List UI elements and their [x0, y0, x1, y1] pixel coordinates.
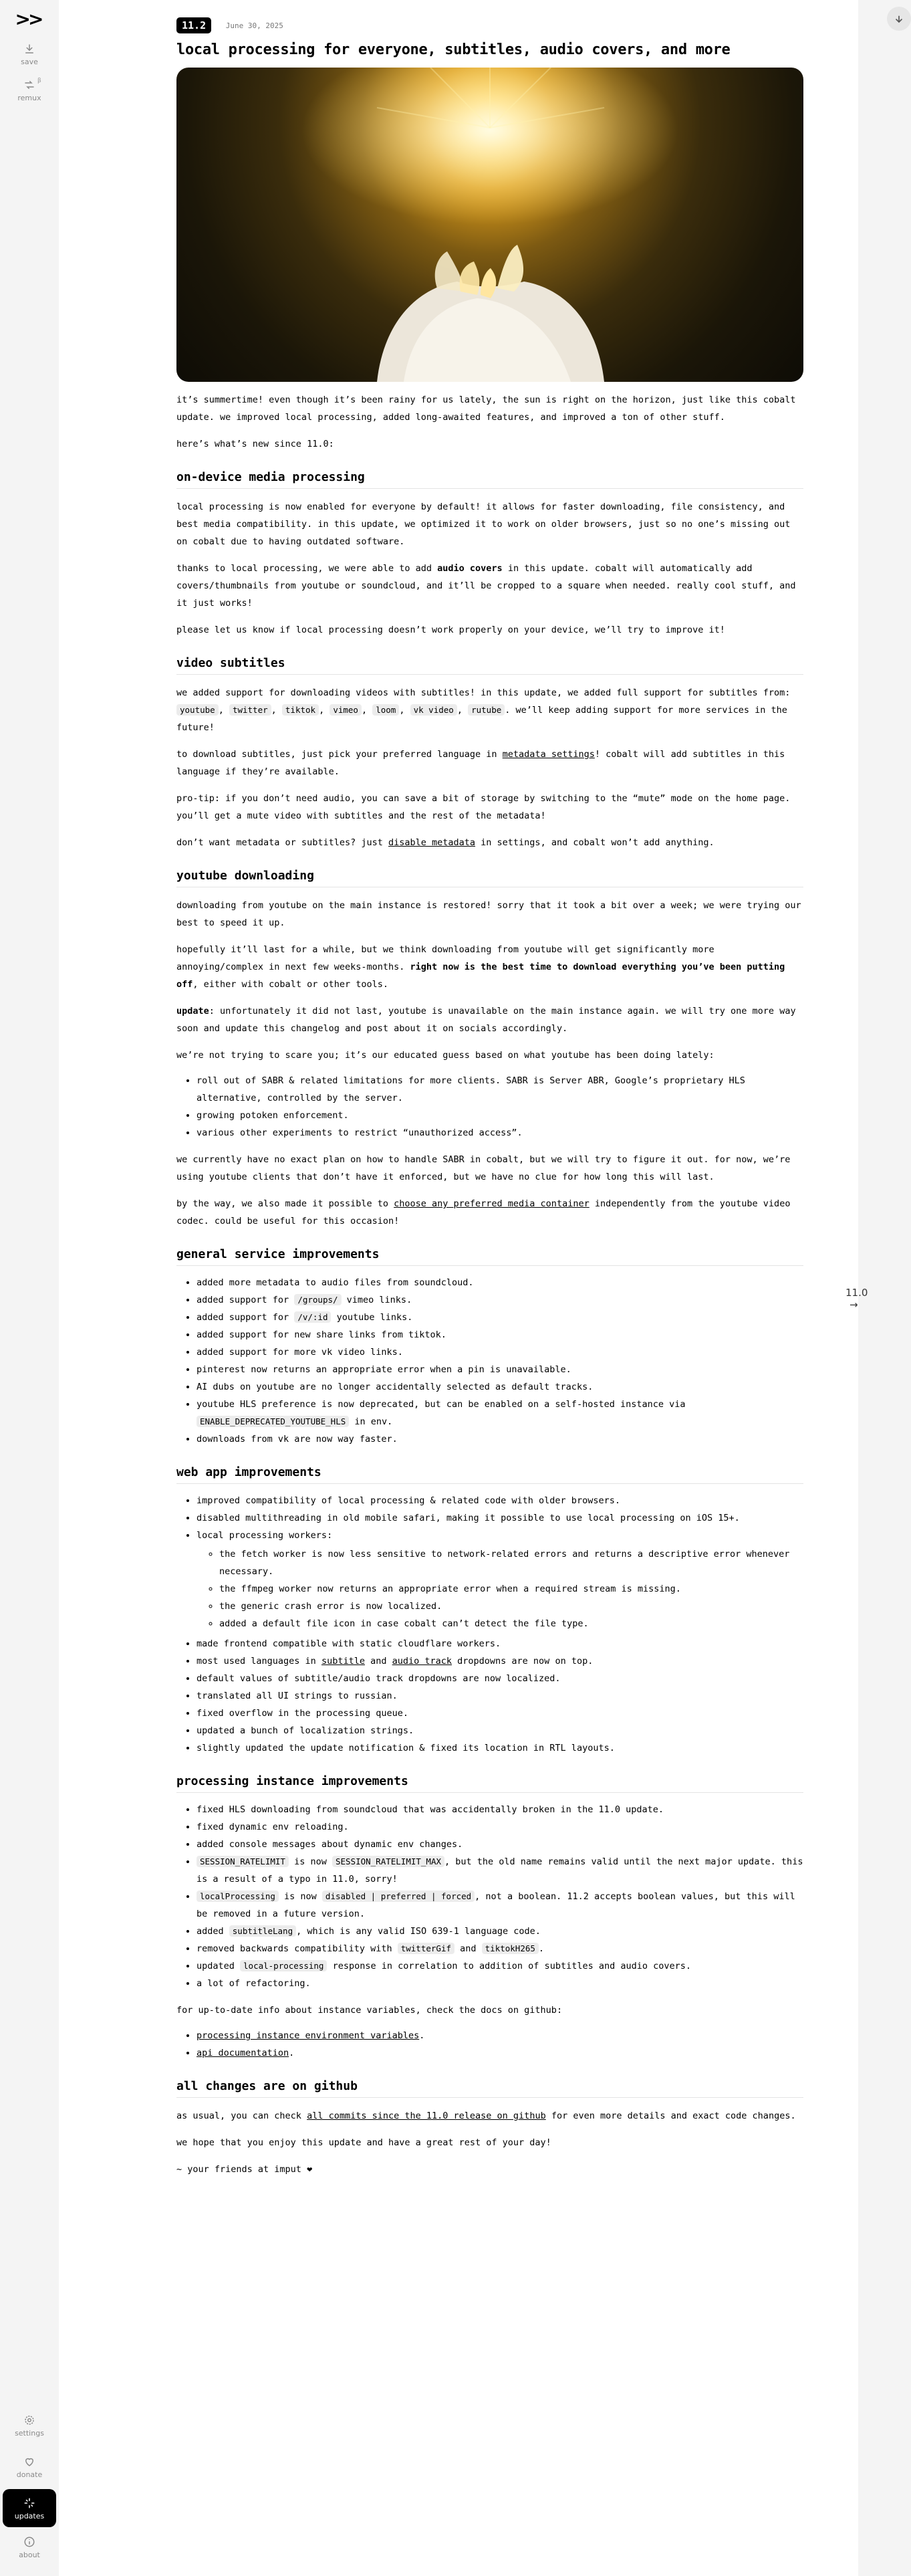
- bullet-list: [176, 1274, 803, 1448]
- disable-metadata-link[interactable]: disable metadata: [388, 837, 476, 848]
- sidebar-item-label: save: [21, 58, 38, 66]
- subtitle-link[interactable]: subtitle: [321, 1656, 365, 1667]
- scroll-down-button[interactable]: [887, 7, 911, 31]
- list-item: • roll out of SABR & related limitations for more clients. SABR is Server ABR, Google’s proprietary HLS alternative, controlled by the server.: [197, 1072, 803, 1107]
- list-item: • added console messages about dynamic env changes.: [197, 1836, 803, 1853]
- sidebar-item-label: remux: [17, 94, 41, 102]
- paragraph: pro-tip: if you don’t need audio, you can save a bit of storage by switching to the “mute” mode on the home page. you’ll get a mute video with subtitles and the rest of the metadata!: [176, 793, 791, 821]
- list-item: • various other experiments to restrict “unauthorized access”.: [197, 1124, 803, 1142]
- paragraph: we added support for downloading videos with subtitles! in this update, we added full support for subtitles from: youtube , twitter , tiktok , vimeo , loom , vk video , rutube . we’ll keep adding support for more services in the future!: [176, 687, 791, 733]
- list-item: • AI dubs on youtube are no longer accidentally selected as default tracks.: [197, 1378, 803, 1396]
- paragraph: please let us know if local processing doesn’t work properly on your device, we’ll try to improve it!: [176, 625, 725, 635]
- list-item: • added support for more vk video links.: [197, 1344, 803, 1361]
- section-heading: video subtitles: [176, 656, 803, 675]
- changelog-meta: [176, 17, 803, 33]
- list-item: • growing potoken enforcement.: [197, 1107, 803, 1124]
- sidebar-item-remux[interactable]: [3, 79, 56, 102]
- paragraph: hopefully it’ll last for a while, but we think downloading from youtube will get significantly more annoying/complex in next few weeks-months. right now is the best time to download everything you’ve been putting off, either with cobalt or other tools.: [176, 944, 785, 990]
- signature: ~ your friends at imput ❤: [176, 2164, 313, 2175]
- bullet-list: [176, 1492, 803, 1757]
- paragraph: to download subtitles, just pick your preferred language in metadata settings! cobalt will add subtitles in this language if they’re available.: [176, 749, 785, 777]
- paragraph: update: unfortunately it did not last, youtube is unavailable on the main instance again. we will try one more way soon and update this changelog and post about it on socials accordingly.: [176, 1006, 796, 1034]
- changelog-article: [176, 17, 803, 2178]
- section-heading: all changes are on github: [176, 2079, 803, 2098]
- list-item: • made frontend compatible with static cloudflare workers.: [197, 1635, 803, 1652]
- next-version-button[interactable]: [845, 1287, 868, 1311]
- list-item: • localProcessing is now disabled | preferred | forced , not a boolean. 11.2 accepts boolean values, but this will be removed in a future version.: [197, 1888, 803, 1923]
- list-item: • youtube HLS preference is now deprecated, but can be enabled on a self-hosted instance via ENABLE_DEPRECATED_YOUTUBE_HLS in env.: [197, 1396, 803, 1430]
- list-item: ◦ the fetch worker is now less sensitive to network-related errors and returns a descriptive error whenever necessary.: [219, 1545, 803, 1580]
- sidebar-item-label: donate: [16, 2470, 43, 2479]
- paragraph: thanks to local processing, we were able to add audio covers in this update. cobalt will automatically add covers/thumbnails from youtube or soundcloud, and it’ll be cropped to a square when needed. really cool stuff, and it just works!: [176, 563, 796, 609]
- list-item: ◦ the generic crash error is now localized.: [219, 1598, 803, 1615]
- env-variables-link[interactable]: processing instance environment variables: [197, 2030, 420, 2041]
- sidebar-item-donate[interactable]: [3, 2456, 56, 2479]
- link-list: [176, 2027, 803, 2062]
- list-item: • local processing workers: ◦ the fetch worker is now less sensitive to network-related errors and returns a descriptive error whenever necessary. ◦ the ffmpeg worker now returns an appropriate error when a required stream is missing. ◦ the generic crash error is now localized. ◦ added a default file icon in case cobalt can’t detect the file type.: [197, 1527, 803, 1632]
- nested-list: [197, 1545, 803, 1632]
- list-item: • disabled multithreading in old mobile safari, making it possible to use local processing on iOS 15+.: [197, 1509, 803, 1527]
- list-item: • improved compatibility of local processing & related code with older browsers.: [197, 1492, 803, 1509]
- list-item: • api documentation.: [197, 2044, 803, 2062]
- list-item: • removed backwards compatibility with twitterGif and tiktokH265 .: [197, 1940, 803, 1957]
- list-item: • downloads from vk are now way faster.: [197, 1430, 803, 1448]
- list-item: • processing instance environment variables.: [197, 2027, 803, 2044]
- list-item: • added support for new share links from tiktok.: [197, 1326, 803, 1344]
- heart-icon: [3, 2456, 56, 2468]
- sparkle-icon: [3, 2497, 56, 2509]
- main-panel: [59, 0, 868, 2576]
- download-icon: [3, 43, 56, 55]
- release-date: June 30, 2025: [225, 21, 283, 30]
- arrow-right-icon: →: [850, 1299, 858, 1311]
- section-heading: web app improvements: [176, 1465, 803, 1484]
- list-item: • translated all UI strings to russian.: [197, 1687, 803, 1705]
- sidebar-item-save[interactable]: [3, 43, 56, 66]
- paragraph: for up-to-date info about instance variables, check the docs on github:: [176, 2005, 563, 2016]
- api-docs-link[interactable]: api documentation: [197, 2048, 289, 2058]
- page-title: local processing for everyone, subtitles, audio covers, and more: [176, 41, 731, 58]
- list-item: • a lot of refactoring.: [197, 1975, 803, 1992]
- intro-paragraph: here’s what’s new since 11.0:: [176, 439, 334, 449]
- list-item: • slightly updated the update notification & fixed its location in RTL layouts.: [197, 1739, 803, 1757]
- list-item: ◦ added a default file icon in case cobalt can’t detect the file type.: [219, 1615, 803, 1632]
- sidebar-item-about[interactable]: [3, 2536, 56, 2559]
- list-item: • added more metadata to audio files from soundcloud.: [197, 1274, 803, 1291]
- paragraph: we’re not trying to scare you; it’s our educated guess based on what youtube has been doing lately:: [176, 1050, 714, 1061]
- paragraph: by the way, we also made it possible to choose any preferred media container independently from the youtube video codec. could be useful for this occasion!: [176, 1198, 791, 1226]
- list-item: • added subtitleLang , which is any valid ISO 639-1 language code.: [197, 1923, 803, 1940]
- audio-track-link[interactable]: audio track: [392, 1656, 452, 1667]
- sidebar-item-settings[interactable]: [3, 2414, 56, 2438]
- section-heading: youtube downloading: [176, 869, 803, 887]
- section-heading: processing instance improvements: [176, 1774, 803, 1793]
- list-item: • fixed dynamic env reloading.: [197, 1818, 803, 1836]
- paragraph: local processing is now enabled for everyone by default! it allows for faster downloading, file consistency, and best media compatibility. in this update, we optimized it to work on older browsers, just so no one’s missing out on cobalt due to having outdated software.: [176, 502, 791, 547]
- github-commits-link[interactable]: all commits since the 11.0 release on github: [307, 2111, 546, 2121]
- cobalt-logo[interactable]: >>: [15, 8, 41, 30]
- list-item: • SESSION_RATELIMIT is now SESSION_RATELIMIT_MAX , but the old name remains valid until the next major update. this is a result of a typo in 11.0, sorry!: [197, 1853, 803, 1888]
- metadata-settings-link[interactable]: metadata settings: [502, 749, 595, 760]
- bullet-list: [176, 1072, 803, 1142]
- paragraph: we hope that you enjoy this update and have a great rest of your day!: [176, 2137, 551, 2148]
- intro-paragraph: it’s summertime! even though it’s been rainy for us lately, the sun is right on the horizon, just like this cobalt update. we improved local processing, added long-awaited features, and improved a ton of other stuff.: [176, 395, 796, 423]
- bullet-list: [176, 1801, 803, 1992]
- paragraph: downloading from youtube on the main instance is restored! sorry that it took a bit over a week; we were trying our best to speed it up.: [176, 900, 801, 928]
- list-item: • most used languages in subtitle and audio track dropdowns are now on top.: [197, 1652, 803, 1670]
- section-heading: general service improvements: [176, 1247, 803, 1266]
- list-item: • added support for /groups/ vimeo links.: [197, 1291, 803, 1309]
- list-item: • updated local-processing response in correlation to addition of subtitles and audio covers.: [197, 1957, 803, 1975]
- arrow-down-icon: [894, 12, 904, 25]
- info-icon: [3, 2536, 56, 2548]
- paragraph: as usual, you can check all commits since the 11.0 release on github for even more details and exact code changes.: [176, 2111, 796, 2121]
- sidebar-item-label: updates: [14, 2512, 45, 2520]
- list-item: • added support for /v/:id youtube links.: [197, 1309, 803, 1326]
- banner-image: [176, 68, 803, 382]
- gear-icon: [3, 2414, 56, 2426]
- sidebar-item-updates[interactable]: [3, 2489, 56, 2527]
- remux-icon: [3, 79, 56, 91]
- list-item: • fixed overflow in the processing queue.: [197, 1705, 803, 1722]
- beta-badge: β: [37, 78, 41, 84]
- list-item: • pinterest now returns an appropriate error when a pin is unavailable.: [197, 1361, 803, 1378]
- version-badge: 11.2: [176, 17, 211, 33]
- list-item: • default values of subtitle/audio track dropdowns are now localized.: [197, 1670, 803, 1687]
- paragraph: don’t want metadata or subtitles? just disable metadata in settings, and cobalt won’t add anything.: [176, 837, 714, 848]
- section-heading: on-device media processing: [176, 470, 803, 489]
- sidebar: [0, 0, 59, 2576]
- list-item: • fixed HLS downloading from soundcloud that was accidentally broken in the 11.0 update.: [197, 1801, 803, 1818]
- flower-illustration: [176, 68, 803, 382]
- media-container-link[interactable]: choose any preferred media container: [394, 1198, 590, 1209]
- paragraph: we currently have no exact plan on how to handle SABR in cobalt, but we will try to figure it out. for now, we’re using youtube clients that don’t have it enforced, but we have no clue for how long this will last.: [176, 1154, 791, 1182]
- sidebar-item-label: settings: [15, 2429, 44, 2438]
- next-version-label: 11.0: [845, 1287, 868, 1299]
- list-item: • updated a bunch of localization strings.: [197, 1722, 803, 1739]
- list-item: ◦ the ffmpeg worker now returns an appropriate error when a required stream is missing.: [219, 1580, 803, 1598]
- sidebar-item-label: about: [19, 2551, 40, 2559]
